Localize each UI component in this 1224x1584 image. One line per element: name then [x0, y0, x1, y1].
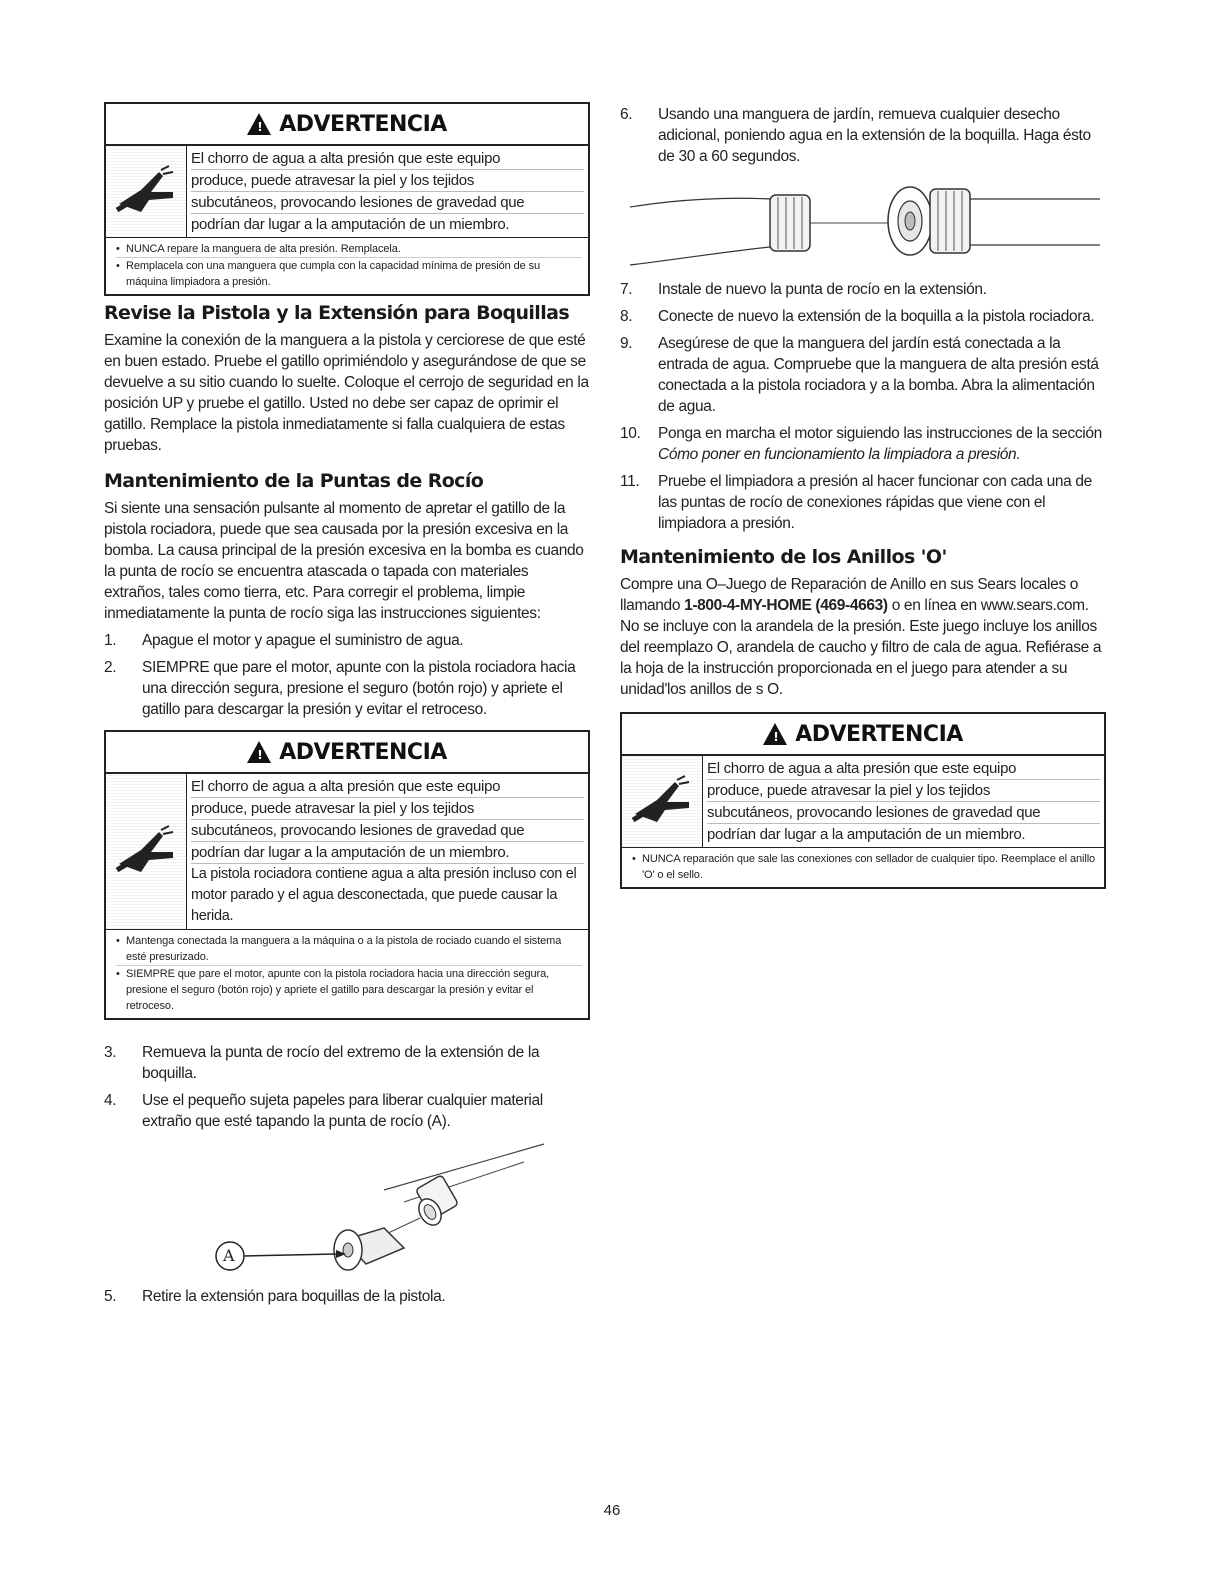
list-item: 4. Use el pequeño sujeta papeles para liberar cualquier material extraño que esté tapando la punta de rocío (A). — [104, 1092, 543, 1130]
warning-header — [106, 104, 588, 146]
warning-text — [187, 146, 588, 237]
warning-title: ADVERTENCIA — [795, 721, 963, 747]
section-title-puntas: Mantenimiento de la Puntas de Rocío — [104, 470, 484, 492]
list-item: 1. Apague el motor y apague el suministro de agua. — [104, 632, 464, 649]
warning-line: produce, puede atravesar la piel y los tejidos — [707, 780, 1100, 802]
warning-header — [622, 714, 1104, 756]
list-item: 10. Ponga en marcha el motor siguiendo las instrucciones de la sección Cómo poner en funcionamiento la limpiadora a presión. — [620, 425, 1102, 463]
warning-triangle-icon: ! — [247, 741, 271, 763]
section-body-pistola: Examine la conexión de la manguera a la pistola y cerciorese de que esté en buen estado. Pruebe el gatillo oprimiéndolo y asegurándose de que se devuelve a su sitio cuando lo suelte. Coloque el cerrojo de seguridad en la posición UP y pruebe el gatillo. Usted no debe ser capaz de oprimir el gatillo. Remplace la pistola inmediatamente si falla cualquiera de estas pruebas. — [104, 332, 589, 454]
warning-bullets — [622, 848, 1104, 887]
list-item: 9. Asegúrese de que la manguera del jardín está conectada a la entrada de agua. Compruebe que la manguera de alta presión está conectada a la pistola rociadora y a la bomba. Abra la alimentación de agua. — [620, 335, 1099, 415]
steps-list-1-2 — [104, 630, 590, 720]
italic-reference: Cómo poner en funcionamiento la limpiadora a presión. — [658, 446, 1021, 463]
warning-body — [106, 146, 588, 238]
page-number: 46 — [603, 1502, 621, 1519]
warning-line: produce, puede atravesar la piel y los tejidos — [191, 170, 584, 192]
hand-injury-icon — [106, 774, 187, 929]
warning-line: podrían dar lugar a la amputación de un miembro. — [191, 842, 584, 864]
list-item: 5. Retire la extensión para boquillas de la pistola. — [104, 1288, 446, 1305]
figure-label-a: A — [223, 1246, 235, 1265]
warning-text — [187, 774, 588, 929]
warning-triangle-icon: ! — [763, 723, 787, 745]
warning-extra: La pistola rociadora contiene agua a alta presión incluso con el motor parado y el agua desconectada, que puede causar la herida. — [191, 866, 577, 924]
nozzle-figure — [104, 1138, 590, 1278]
warning-header — [106, 732, 588, 774]
left-column — [104, 100, 590, 1313]
warning-bullets — [106, 930, 588, 1018]
right-column — [620, 104, 1106, 889]
section-body-puntas: Si siente una sensación pulsante al momento de apretar el gatillo de la pistola rociadora, puede que sea causada por la presión excesiva en la bomba. La causa principal de la presión excesiva en la bomba es cuando la punta de rocío se encuentra atascada o tapada con materiales extraños, tales como tierra, etc. Para corregir el problema, limpie inmediatamente la punta de rocío siga las instrucciones siguientes: — [104, 500, 584, 622]
warning-box-2 — [104, 730, 590, 1020]
warning-box-3 — [620, 712, 1106, 889]
warning-bullet: • Mantenga conectada la manguera a la máquina o a la pistola de rociado cuando el sistema esté presurizado. — [116, 933, 582, 965]
warning-body — [106, 774, 588, 930]
warning-summary: El chorro de agua a alta presión que este equipo produce, puede atravesar la piel y los tejidos subcutáneos, provocando lesiones de gravedad que podrían dar lugar a la amputación de un miembro. — [0, 1560, 88, 1561]
hose-illustration — [620, 169, 1106, 279]
list-item: 7. Instale de nuevo la punta de rocío en la extensión. — [620, 281, 987, 298]
hose-figure — [620, 169, 1106, 279]
list-item: 2. SIEMPRE que pare el motor, apunte con la pistola rociadora hacia una dirección segura, presione el seguro (botón rojo) y apriete el gatillo para descargar la presión y evitar el retroceso. — [104, 659, 576, 718]
warning-body — [622, 756, 1104, 848]
warning-line: podrían dar lugar a la amputación de un miembro. — [707, 826, 1026, 843]
hand-injury-icon — [106, 146, 187, 237]
warning-bullet: • NUNCA reparación que sale las conexiones con sellador de cualquier tipo. Reemplace el anillo 'O' o el sello. — [632, 851, 1098, 883]
warning-line: produce, puede atravesar la piel y los tejidos — [191, 798, 584, 820]
warning-bullet: • Remplacela con una manguera que cumpla con la capacidad mínima de presión de su máquina limpiadora a presión. — [116, 257, 582, 290]
warning-line: El chorro de agua a alta presión que este equipo — [191, 776, 584, 798]
nozzle-illustration — [104, 1138, 590, 1278]
warning-bullet: • SIEMPRE que pare el motor, apunte con la pistola rociadora hacia una dirección segura, presione el seguro (botón rojo) y apriete el gatillo para descargar la presión y evitar el retroceso. — [116, 965, 582, 1014]
list-item: 11. Pruebe el limpiadora a presión al hacer funcionar con cada una de las puntas de rocío de conexiones rápidas que viene con el limpiadora a presión. — [620, 473, 1092, 532]
steps-list-6 — [620, 104, 1106, 167]
warning-line: subcutáneos, provocando lesiones de gravedad que — [191, 820, 584, 842]
warning-text — [703, 756, 1104, 847]
section-title-anillos: Mantenimiento de los Anillos 'O' — [620, 546, 947, 568]
list-item: 8. Conecte de nuevo la extensión de la boquilla a la pistola rociadora. — [620, 308, 1095, 325]
warning-line: subcutáneos, provocando lesiones de gravedad que — [707, 802, 1100, 824]
warning-line: El chorro de agua a alta presión que este equipo — [707, 758, 1100, 780]
steps-list-7-11 — [620, 279, 1106, 534]
warning-title: ADVERTENCIA — [279, 111, 447, 137]
warning-box-1 — [104, 102, 590, 296]
warning-bullets — [106, 238, 588, 294]
list-item: 3. Remueva la punta de rocío del extremo de la extensión de la boquilla. — [104, 1044, 540, 1082]
steps-list-3-4 — [104, 1042, 590, 1132]
warning-line: El chorro de agua a alta presión que este equipo — [191, 148, 584, 170]
list-item: 6. Usando una manguera de jardín, remueva cualquier desecho adicional, poniendo agua en la extensión de la boquilla. Haga ésto de 30 a 60 segundos. — [620, 106, 1091, 165]
section-body-anillos: Compre una O–Juego de Reparación de Anillo en sus Sears locales o llamando 1-800-4-MY-HOME (469-4663) o en línea en www.sears.com. No se incluye con la arandela de la presión. Este juego incluye los anillos del reemplazo O, arandela de caucho y filtro de cala de agua. Refiérase a la hoja de la instrucción proporcionada en el juego para atender a su unidad'los anillos de s O. — [620, 576, 1102, 698]
section-title-pistola: Revise la Pistola y la Extensión para Boquillas — [104, 302, 570, 324]
warning-triangle-icon: ! — [247, 113, 271, 135]
warning-title: ADVERTENCIA — [279, 739, 447, 765]
warning-bullet: • NUNCA repare la manguera de alta presión. Remplacela. — [116, 241, 582, 257]
steps-list-5 — [104, 1286, 590, 1307]
hand-injury-icon — [622, 756, 703, 847]
phone-number: 1-800-4-MY-HOME (469-4663) — [684, 597, 888, 614]
warning-line: podrían dar lugar a la amputación de un miembro. — [191, 216, 510, 233]
warning-line: subcutáneos, provocando lesiones de gravedad que — [191, 192, 584, 214]
